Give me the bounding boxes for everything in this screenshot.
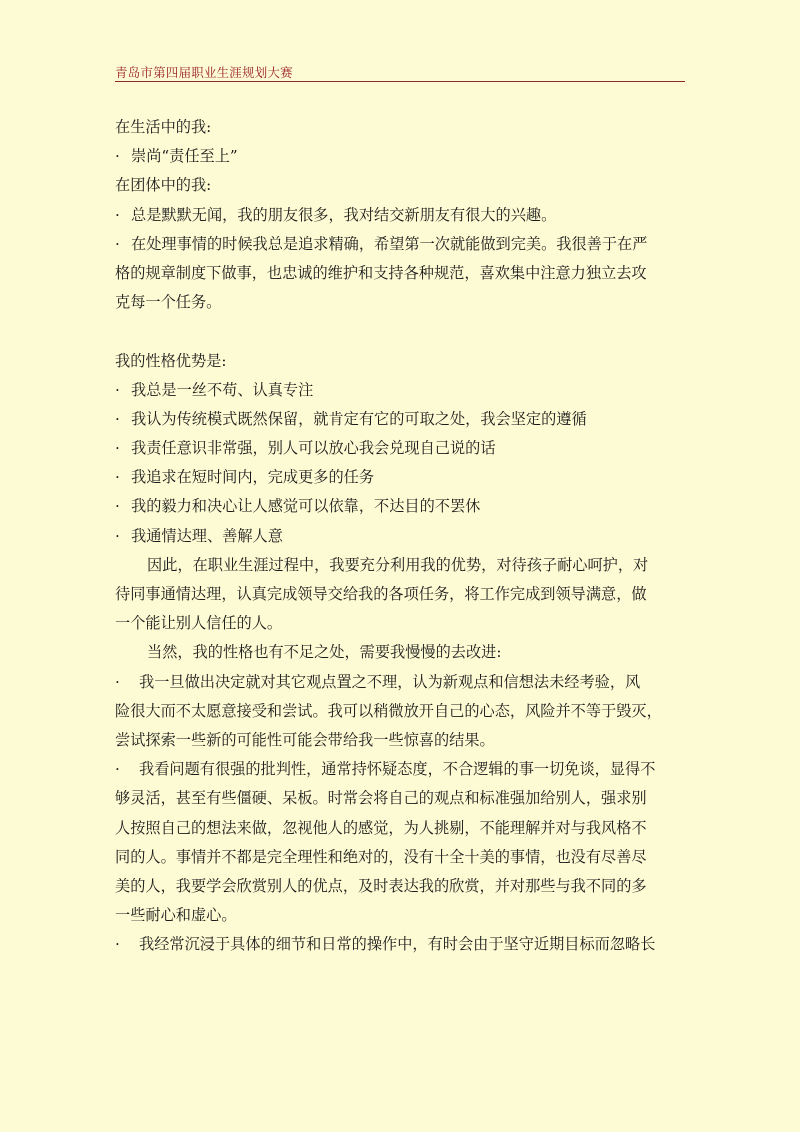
header-title: 青岛市第四届职业生涯规划大赛 bbox=[115, 65, 293, 80]
bullet-icon: · bbox=[115, 439, 120, 458]
paragraph-line: 人按照自己的想法来做，忽视他人的感觉，为人挑剔，不能理解并对与我风格不 bbox=[115, 818, 647, 837]
paragraph-line: 格的规章制度下做事，也忠诚的维护和支持各种规范，喜欢集中注意力独立去攻 bbox=[115, 263, 647, 282]
list-item: · 我经常沉浸于具体的细节和日常的操作中，有时会由于坚守近期目标而忽略长 bbox=[115, 930, 687, 959]
paragraph-line: 待同事通情达理，认真完成领导交给我的各项任务，将工作完成到领导满意，做 bbox=[115, 585, 647, 603]
bullet-icon: · bbox=[115, 497, 120, 516]
bullet-icon: · bbox=[115, 935, 120, 954]
paragraph-line: 一个能让别人信任的人。 bbox=[115, 614, 283, 633]
bullet-icon: · bbox=[115, 672, 120, 691]
list-item: · 我追求在短时间内，完成更多的任务 bbox=[115, 463, 687, 492]
section-heading-life: 在生活中的我: bbox=[115, 118, 212, 136]
paragraph-line: 险很大而不太愿意接受和尝试。我可以稍微放开自己的心态，风险并不等于毁灭， bbox=[115, 701, 662, 720]
paragraph-line: 当然，我的性格也有不足之处，需要我慢慢的去改进: bbox=[147, 643, 502, 662]
blank-line bbox=[115, 317, 687, 346]
list-item: · 我看问题有很强的批判性，通常持怀疑态度，不合逻辑的事一切免谈，显得不 bbox=[115, 755, 687, 784]
list-item: · 我认为传统模式既然保留，就肯定有它的可取之处，我会坚定的遵循 bbox=[115, 405, 687, 434]
bullet-icon: · bbox=[115, 526, 120, 545]
bullet-icon: · bbox=[115, 409, 120, 428]
bullet-icon: · bbox=[115, 234, 120, 253]
bullet-icon: · bbox=[115, 147, 120, 166]
bullet-icon: · bbox=[115, 468, 120, 487]
document-body bbox=[115, 113, 687, 959]
list-item: · 崇尚“责任至上” bbox=[115, 142, 687, 171]
paragraph-line: 尝试探索一些新的可能性可能会带给我一些惊喜的结果。 bbox=[115, 730, 495, 749]
page-header bbox=[115, 61, 685, 82]
list-item: · 我的毅力和决心让人感觉可以依靠，不达目的不罢休 bbox=[115, 492, 687, 521]
section-heading-team: 在团体中的我: bbox=[115, 176, 212, 195]
list-item: · 在处理事情的时候我总是追求精确，希望第一次就能做到完美。我很善于在严 bbox=[115, 230, 687, 259]
list-item: · 我一旦做出决定就对其它观点置之不理，认为新观点和信想法未经考验，风 bbox=[115, 668, 687, 697]
section-heading-strengths: 我的性格优势是: bbox=[115, 351, 227, 370]
list-item: · 我责任意识非常强，别人可以放心我会兑现自己说的话 bbox=[115, 434, 687, 463]
bullet-icon: · bbox=[115, 205, 120, 224]
paragraph-line: 因此，在职业生涯过程中，我要充分利用我的优势，对待孩子耐心呵护，对 bbox=[147, 555, 649, 574]
list-item: · 我通情达理、善解人意 bbox=[115, 522, 687, 551]
bullet-icon: · bbox=[115, 760, 120, 779]
paragraph-line: 克每一个任务。 bbox=[115, 293, 222, 312]
paragraph-line: 美的人，我要学会欣赏别人的优点，及时表达我的欣赏，并对那些与我不同的多 bbox=[115, 876, 647, 895]
paragraph-line: 够灵活，甚至有些僵硬、呆板。时常会将自己的观点和标准强加给别人，强求别 bbox=[115, 789, 647, 808]
list-item: · 总是默默无闻，我的朋友很多，我对结交新朋友有很大的兴趣。 bbox=[115, 201, 687, 230]
paragraph-line: 同的人。事情并不都是完全理性和绝对的，没有十全十美的事情，也没有尽善尽 bbox=[115, 847, 647, 866]
bullet-icon: · bbox=[115, 380, 120, 399]
paragraph-line: 一些耐心和虚心。 bbox=[115, 906, 237, 925]
list-item: · 我总是一丝不苟、认真专注 bbox=[115, 376, 687, 405]
